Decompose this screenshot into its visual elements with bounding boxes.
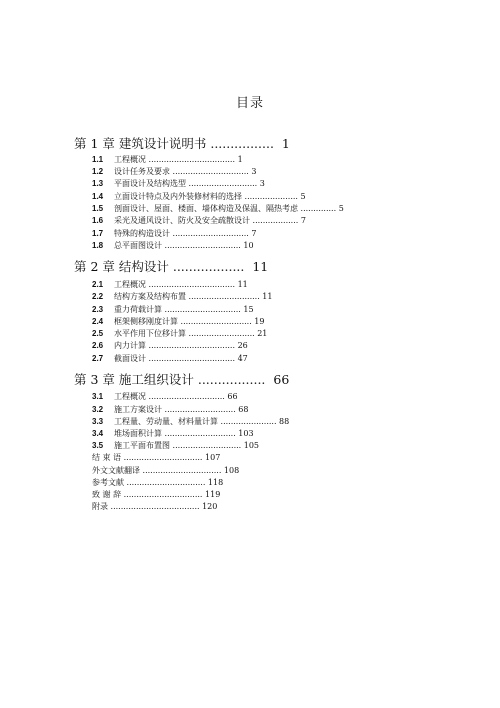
- entry-title: 总平面图设计 ..............................: [114, 241, 241, 250]
- entry-page: 7: [251, 229, 257, 238]
- entry-page: 3: [259, 179, 265, 188]
- entry-page: 3: [251, 167, 257, 176]
- entry-title: 平面设计及结构选型 ...........................: [114, 179, 258, 188]
- chapter-3-heading[interactable]: [74, 370, 289, 388]
- entry-page: 1: [237, 155, 243, 164]
- entry-number: 3.2: [92, 405, 104, 414]
- entry-number: 3.5: [92, 441, 104, 450]
- entry-title: 重力荷载计算 ..............................: [114, 305, 241, 314]
- entry-title: 结构方案及结构布置 ............................: [114, 292, 260, 301]
- entry-page: 66: [227, 392, 238, 401]
- entry-title: 剖面设计、屋面、楼面、墙体构造及保温、隔热考虑 ..............: [114, 204, 337, 213]
- toc-entry-1-6[interactable]: [92, 216, 306, 226]
- entry-page: 5: [338, 204, 344, 213]
- chapter-2-heading[interactable]: [74, 257, 268, 275]
- toc-entry-references[interactable]: [92, 478, 223, 488]
- entry-title: 施工平面布置图 ...........................: [114, 441, 242, 450]
- toc-entry-1-5[interactable]: [92, 204, 344, 214]
- entry-page: 11: [237, 280, 248, 289]
- chapter-2-page: 11: [252, 259, 269, 274]
- toc-entry-conclusion[interactable]: [92, 453, 220, 463]
- toc-entry-1-4[interactable]: [92, 192, 306, 202]
- toc-entry-2-6[interactable]: [92, 341, 248, 351]
- toc-entry-translation[interactable]: [92, 466, 239, 476]
- entry-number: 1.8: [92, 241, 104, 250]
- entry-page: 15: [243, 305, 254, 314]
- entry-number: 1.7: [92, 229, 104, 238]
- toc-entry-2-2[interactable]: [92, 292, 272, 302]
- entry-title: 致 谢 辞 ...............................: [92, 490, 203, 499]
- entry-number: 2.6: [92, 341, 104, 350]
- entry-title: 参考文献 ...............................: [92, 478, 206, 487]
- chapter-1-heading[interactable]: [74, 134, 290, 152]
- entry-title: 框架侧移刚度计算 ............................: [114, 317, 252, 326]
- chapter-2-title: 第 2 章 结构设计 ..................: [74, 259, 245, 274]
- chapter-1-title: 第 1 章 建筑设计说明书 ................: [74, 136, 274, 151]
- entry-title: 工程概况 ..............................: [114, 392, 225, 401]
- entry-number: 2.7: [92, 354, 104, 363]
- entry-title: 设计任务及要求 ..............................: [114, 167, 249, 176]
- entry-page: 26: [237, 341, 248, 350]
- toc-entry-3-4[interactable]: [92, 429, 254, 439]
- entry-number: 1.4: [92, 192, 104, 201]
- entry-title: 采光及通风设计、防火及安全疏散设计 ..................: [114, 216, 299, 225]
- toc-entry-appendix[interactable]: [92, 502, 217, 512]
- entry-title: 结 束 语 ...............................: [92, 453, 203, 462]
- entry-title: 堆场面积计算 ............................: [114, 429, 236, 438]
- entry-number: 1.6: [92, 216, 104, 225]
- toc-entry-2-5[interactable]: [92, 329, 267, 339]
- entry-page: 10: [243, 241, 254, 250]
- toc-entry-1-7[interactable]: [92, 229, 256, 239]
- toc-entry-1-8[interactable]: [92, 241, 254, 251]
- entry-page: 5: [300, 192, 306, 201]
- entry-title: 立面设计特点及内外装修材料的选择 .....................: [114, 192, 298, 201]
- toc-entry-2-4[interactable]: [92, 317, 264, 327]
- entry-number: 1.2: [92, 167, 104, 176]
- entry-page: 118: [207, 478, 224, 487]
- toc-entry-1-3[interactable]: [92, 179, 265, 189]
- toc-entry-3-3[interactable]: [92, 417, 289, 427]
- entry-page: 47: [237, 354, 248, 363]
- entry-number: 2.3: [92, 305, 104, 314]
- entry-page: 119: [205, 490, 221, 499]
- entry-page: 107: [205, 453, 221, 462]
- entry-number: 1.5: [92, 204, 104, 213]
- entry-number: 2.4: [92, 317, 104, 326]
- chapter-3-page: 66: [273, 372, 290, 387]
- entry-page: 103: [238, 429, 254, 438]
- entry-page: 68: [238, 405, 249, 414]
- entry-title: 内力计算 ..................................: [114, 341, 236, 350]
- entry-number: 2.2: [92, 292, 104, 301]
- entry-title: 外文文献翻译 ...............................: [92, 466, 222, 475]
- entry-number: 1.3: [92, 179, 104, 188]
- toc-entry-1-1[interactable]: [92, 155, 243, 165]
- entry-page: 108: [223, 466, 240, 475]
- toc-entry-2-7[interactable]: [92, 354, 248, 364]
- toc-entry-2-1[interactable]: [92, 280, 248, 290]
- toc-entry-2-3[interactable]: [92, 305, 254, 315]
- chapter-1-page: 1: [281, 136, 290, 151]
- entry-title: 附录 ...................................: [92, 502, 200, 511]
- entry-number: 2.1: [92, 280, 104, 289]
- toc-entry-3-2[interactable]: [92, 405, 248, 415]
- entry-page: 19: [254, 317, 265, 326]
- entry-title: 工程概况 ..................................: [114, 155, 236, 164]
- entry-title: 工程概况 ..................................: [114, 280, 236, 289]
- entry-page: 11: [262, 292, 273, 301]
- entry-title: 工程量、劳动量、材料量计算 ......................: [114, 417, 277, 426]
- toc-entry-3-1[interactable]: [92, 392, 238, 402]
- toc-entry-3-5[interactable]: [92, 441, 259, 451]
- entry-title: 特殊的构造设计 ..............................: [114, 229, 249, 238]
- toc-title: 目录: [235, 96, 264, 111]
- entry-page: 105: [243, 441, 260, 450]
- toc-entry-acknowledgements[interactable]: [92, 490, 220, 500]
- entry-page: 21: [257, 329, 268, 338]
- entry-page: 88: [279, 417, 290, 426]
- chapter-3-title: 第 3 章 施工组织设计 .................: [74, 372, 266, 387]
- entry-number: 1.1: [92, 155, 104, 164]
- entry-title: 水平作用下位移计算 ..........................: [114, 329, 255, 338]
- entry-number: 3.1: [92, 392, 104, 401]
- entry-page: 7: [300, 216, 306, 225]
- toc-entry-1-2[interactable]: [92, 167, 256, 177]
- entry-number: 3.4: [92, 429, 104, 438]
- entry-title: 截面设计 ..................................: [114, 354, 236, 363]
- entry-page: 120: [202, 502, 218, 511]
- entry-number: 3.3: [92, 417, 104, 426]
- entry-number: 2.5: [92, 329, 104, 338]
- entry-title: 施工方案设计 ............................: [114, 405, 236, 414]
